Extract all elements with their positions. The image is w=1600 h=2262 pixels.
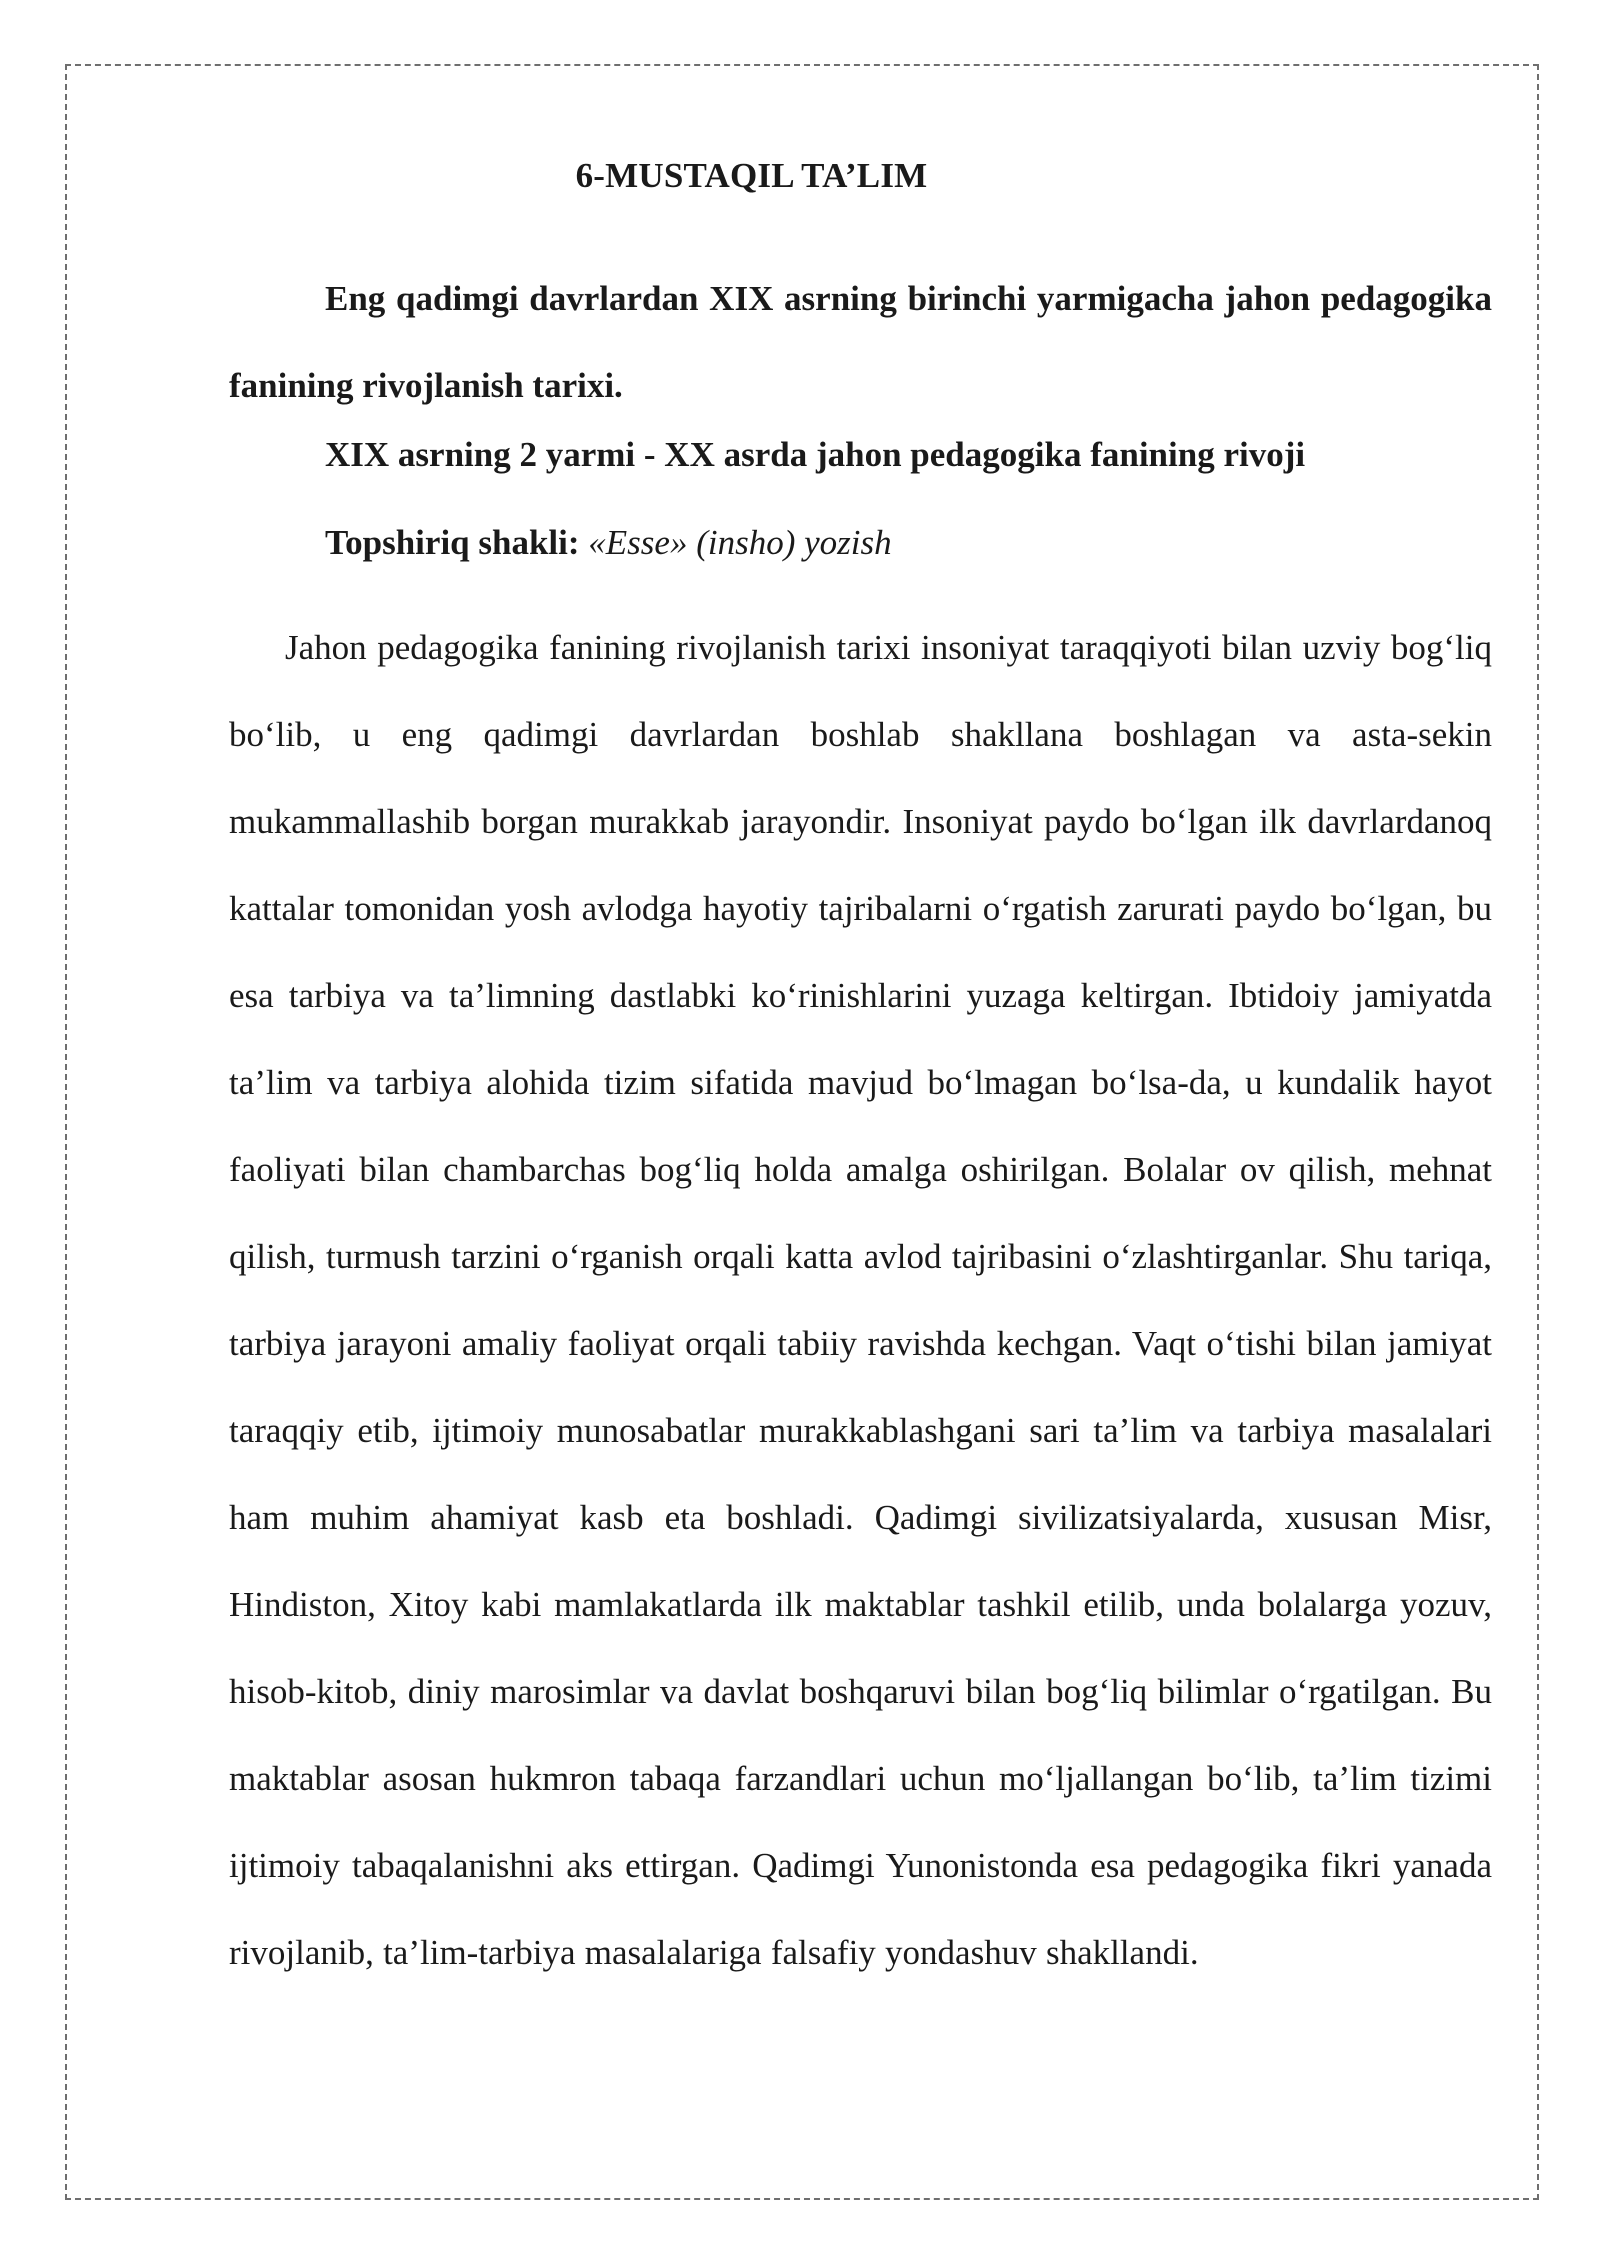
- task-line: [325, 517, 1492, 569]
- document-title: 6-MUSTAQIL TA’LIM: [575, 156, 928, 195]
- topic-heading-2: XIX asrning 2 yarmi - XX asrda jahon pedagogika fanining rivoji: [325, 435, 1306, 474]
- task-value: «Esse» (insho) yozish: [588, 523, 892, 562]
- task-label: Topshiriq shakli:: [325, 523, 580, 562]
- essay-paragraph: Jahon pedagogika fanining rivojlanish tarixi insoniyat taraqqiyoti bilan uzviy bog‘liq bo‘lib, u eng qadimgi davrlardan boshlab shakllana boshlagan va asta-sekin mukammallashib borgan murakkab jarayondir. Insoniyat paydo bo‘lgan ilk davrlardanoq kattalar tomonidan yosh avlodga hayotiy tajribalarni o‘rgatish zarurati paydo bo‘lgan, bu esa tarbiya va ta’limning dastlabki ko‘rinishlarini yuzaga keltirgan. Ibtidoiy jamiyatda ta’lim va tarbiya alohida tizim sifatida mavjud bo‘lmagan bo‘lsa-da, u kundalik hayot faoliyati bilan chambarchas bog‘liq holda amalga oshirilgan. Bolalar ov qilish, mehnat qilish, turmush tarzini o‘rganish orqali katta avlod tajribasini o‘zlashtirganlar. Shu tariqa, tarbiya jarayoni amaliy faoliyat orqali tabiiy ravishda kechgan. Vaqt o‘tishi bilan jamiyat taraqqiy etib, ijtimoiy munosabatlar murakkablashgani sari ta’lim va tarbiya masalalari ham muhim ahamiyat kasb eta boshladi. Qadimgi sivilizatsiyalarda, xususan Misr, Hindiston, Xitoy kabi mamlakatlarda ilk maktablar tashkil etilib, unda bolalarga yozuv, hisob-kitob, diniy marosimlar va davlat boshqaruvi bilan bog‘liq bilimlar o‘rgatilgan. Bu maktablar asosan hukmron tabaqa farzandlari uchun mo‘ljallangan bo‘lib, ta’lim tizimi ijtimoiy tabaqalanishni aks ettirgan. Qadimgi Yunonistonda esa pedagogika fikri yanada rivojlanib, ta’lim-tarbiya masalalariga falsafiy yondashuv shakllandi.: [229, 628, 1492, 1972]
- topic-heading-1: Eng qadimgi davrlardan XIX asrning birinchi yarmigacha jahon pedagogika fanining rivojlanish tarixi.: [229, 279, 1492, 405]
